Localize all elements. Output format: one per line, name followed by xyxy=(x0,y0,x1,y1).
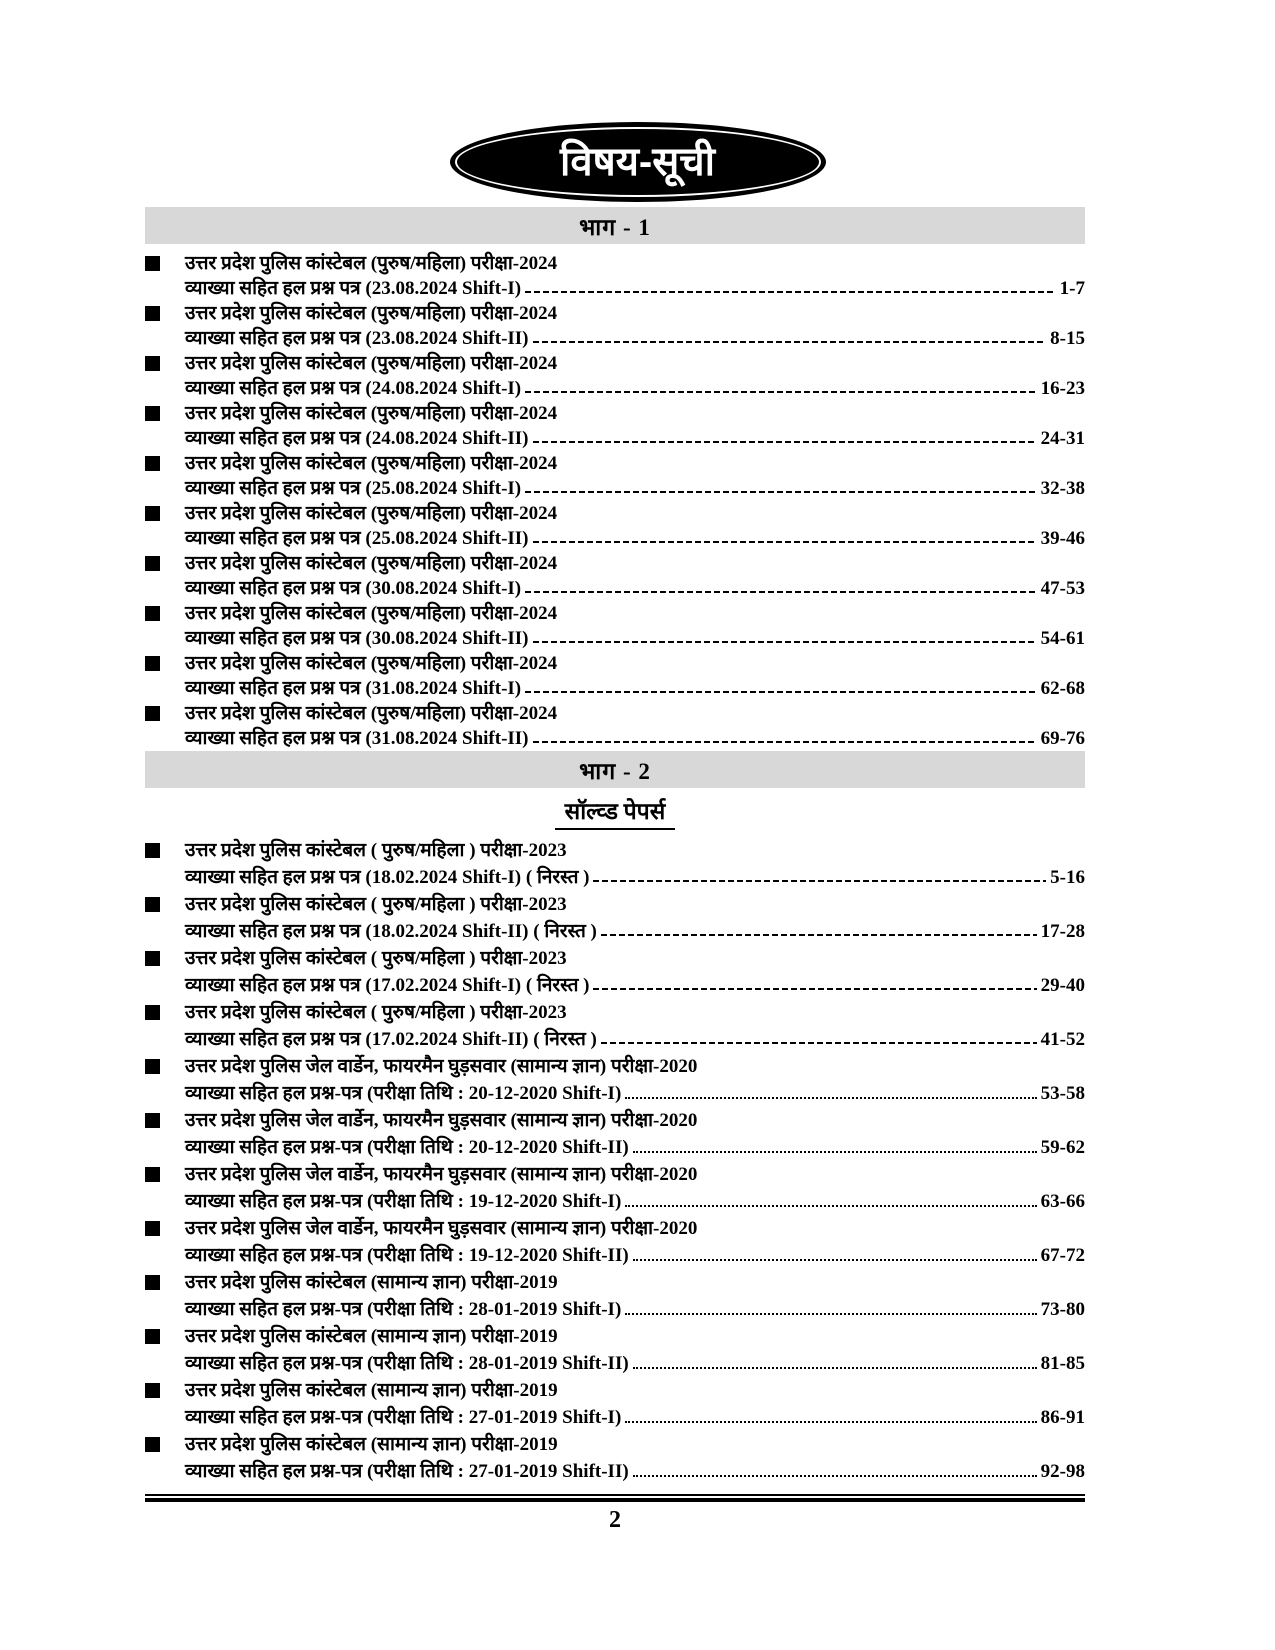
entry-title: उत्तर प्रदेश पुलिस कांस्टेबल ( पुरुष/महिला ) परीक्षा-2023 xyxy=(185,840,567,861)
toc-entry xyxy=(145,1377,1085,1431)
entry-title: उत्तर प्रदेश पुलिस जेल वार्डेन, फायरमैन घुड़सवार (सामान्य ज्ञान) परीक्षा-2020 xyxy=(185,1164,698,1185)
entry-detail: व्याख्या सहित हल प्रश्न पत्र (18.02.2024 Shift-II) ( निरस्त ) xyxy=(185,921,597,942)
entry-detail: व्याख्या सहित हल प्रश्न पत्र (31.08.2024 Shift-II) xyxy=(185,728,529,749)
entry-page-range: 86-91 xyxy=(1040,1407,1085,1428)
leader-line xyxy=(633,1354,1037,1369)
leader-line xyxy=(625,1300,1036,1315)
part2-entries xyxy=(145,837,1085,1485)
entry-detail: व्याख्या सहित हल प्रश्न पत्र (17.02.2024 Shift-II) ( निरस्त ) xyxy=(185,1029,597,1050)
entry-title: उत्तर प्रदेश पुलिस कांस्टेबल (पुरुष/महिला) परीक्षा-2024 xyxy=(185,353,558,374)
entry-detail: व्याख्या सहित हल प्रश्न पत्र (24.08.2024 Shift-I) xyxy=(185,378,522,399)
toc-entry xyxy=(145,601,1085,651)
bullet-square-icon xyxy=(145,1113,160,1128)
entry-page-range: 8-15 xyxy=(1050,328,1085,349)
entry-detail: व्याख्या सहित हल प्रश्न-पत्र (परीक्षा तिथि : 20-12-2020 Shift-I) xyxy=(185,1083,622,1104)
entry-title: उत्तर प्रदेश पुलिस कांस्टेबल (सामान्य ज्ञान) परीक्षा-2019 xyxy=(185,1272,558,1293)
entry-detail: व्याख्या सहित हल प्रश्न पत्र (17.02.2024 Shift-I) ( निरस्त ) xyxy=(185,975,590,996)
entry-title: उत्तर प्रदेश पुलिस कांस्टेबल ( पुरुष/महिला ) परीक्षा-2023 xyxy=(185,894,567,915)
bullet-square-icon xyxy=(145,306,160,321)
bullet-square-icon xyxy=(145,706,160,721)
section-label-part1: भाग - 1 xyxy=(579,214,651,240)
page-number: 2 xyxy=(609,1507,621,1533)
entry-detail: व्याख्या सहित हल प्रश्न-पत्र (परीक्षा तिथि : 19-12-2020 Shift-II) xyxy=(185,1245,629,1266)
leader-line xyxy=(533,430,1037,444)
entry-title: उत्तर प्रदेश पुलिस जेल वार्डेन, फायरमैन घुड़सवार (सामान्य ज्ञान) परीक्षा-2020 xyxy=(185,1218,698,1239)
page-title: विषय-सूची xyxy=(559,140,716,184)
entry-detail: व्याख्या सहित हल प्रश्न-पत्र (परीक्षा तिथि : 27-01-2019 Shift-II) xyxy=(185,1461,629,1482)
toc-entry xyxy=(145,1215,1085,1269)
bullet-square-icon xyxy=(145,1221,160,1236)
entry-page-range: 32-38 xyxy=(1040,478,1085,499)
bullet-square-icon xyxy=(145,843,160,858)
toc-entry xyxy=(145,1269,1085,1323)
entry-page-range: 92-98 xyxy=(1040,1461,1085,1482)
toc-entry xyxy=(145,651,1085,701)
bullet-square-icon xyxy=(145,1437,160,1452)
bullet-square-icon xyxy=(145,1059,160,1074)
entry-page-range: 47-53 xyxy=(1040,578,1085,599)
leader-line xyxy=(633,1138,1037,1153)
entry-page-range: 24-31 xyxy=(1040,428,1085,449)
entry-detail: व्याख्या सहित हल प्रश्न पत्र (23.08.2024 Shift-II) xyxy=(185,328,529,349)
entry-title: उत्तर प्रदेश पुलिस कांस्टेबल (पुरुष/महिला) परीक्षा-2024 xyxy=(185,303,558,324)
bullet-square-icon xyxy=(145,406,160,421)
toc-entry xyxy=(145,451,1085,501)
leader-line xyxy=(525,380,1037,394)
entry-page-range: 69-76 xyxy=(1040,728,1085,749)
bullet-square-icon xyxy=(145,456,160,471)
entry-title: उत्तर प्रदेश पुलिस कांस्टेबल (पुरुष/महिला) परीक्षा-2024 xyxy=(185,503,558,524)
entry-title: उत्तर प्रदेश पुलिस कांस्टेबल (पुरुष/महिला) परीक्षा-2024 xyxy=(185,603,558,624)
leader-line xyxy=(533,330,1047,344)
entry-title: उत्तर प्रदेश पुलिस जेल वार्डेन, फायरमैन घुड़सवार (सामान्य ज्ञान) परीक्षा-2020 xyxy=(185,1056,698,1077)
section-bar-part1 xyxy=(145,207,1085,244)
leader-line xyxy=(525,280,1056,294)
entry-title: उत्तर प्रदेश पुलिस जेल वार्डेन, फायरमैन घुड़सवार (सामान्य ज्ञान) परीक्षा-2020 xyxy=(185,1110,698,1131)
entry-page-range: 59-62 xyxy=(1040,1137,1085,1158)
leader-line xyxy=(633,1246,1037,1261)
entry-detail: व्याख्या सहित हल प्रश्न-पत्र (परीक्षा तिथि : 27-01-2019 Shift-I) xyxy=(185,1407,622,1428)
entry-page-range: 67-72 xyxy=(1040,1245,1085,1266)
entry-title: उत्तर प्रदेश पुलिस कांस्टेबल (सामान्य ज्ञान) परीक्षा-2019 xyxy=(185,1434,558,1455)
toc-entry xyxy=(145,891,1085,945)
leader-line xyxy=(525,680,1037,694)
entry-page-range: 29-40 xyxy=(1040,975,1085,996)
entry-title: उत्तर प्रदेश पुलिस कांस्टेबल (पुरुष/महिला) परीक्षा-2024 xyxy=(185,253,558,274)
leader-line xyxy=(593,977,1036,991)
bullet-square-icon xyxy=(145,556,160,571)
entry-detail: व्याख्या सहित हल प्रश्न पत्र (23.08.2024 Shift-I) xyxy=(185,278,522,299)
toc-entry xyxy=(145,1053,1085,1107)
entry-page-range: 41-52 xyxy=(1040,1029,1085,1050)
toc-entry xyxy=(145,251,1085,301)
bullet-square-icon xyxy=(145,1167,160,1182)
leader-line xyxy=(533,730,1037,744)
entry-title: उत्तर प्रदेश पुलिस कांस्टेबल ( पुरुष/महिला ) परीक्षा-2023 xyxy=(185,1002,567,1023)
entry-page-range: 73-80 xyxy=(1040,1299,1085,1320)
entry-title: उत्तर प्रदेश पुलिस कांस्टेबल ( पुरुष/महिला ) परीक्षा-2023 xyxy=(185,948,567,969)
footer-rule-thin xyxy=(145,1494,1085,1496)
entry-detail: व्याख्या सहित हल प्रश्न पत्र (18.02.2024 Shift-I) ( निरस्त ) xyxy=(185,867,590,888)
leader-line xyxy=(533,530,1037,544)
entry-detail: व्याख्या सहित हल प्रश्न पत्र (25.08.2024 Shift-II) xyxy=(185,528,529,549)
bullet-square-icon xyxy=(145,656,160,671)
leader-line xyxy=(525,480,1037,494)
toc-entry xyxy=(145,401,1085,451)
entry-page-range: 1-7 xyxy=(1059,278,1085,299)
entry-title: उत्तर प्रदेश पुलिस कांस्टेबल (पुरुष/महिला) परीक्षा-2024 xyxy=(185,653,558,674)
entry-page-range: 5-16 xyxy=(1050,867,1085,888)
bullet-square-icon xyxy=(145,951,160,966)
section-label-part2: भाग - 2 xyxy=(579,758,651,784)
leader-line xyxy=(601,1031,1037,1045)
entry-page-range: 17-28 xyxy=(1040,921,1085,942)
entry-page-range: 81-85 xyxy=(1040,1353,1085,1374)
bullet-square-icon xyxy=(145,1329,160,1344)
entry-detail: व्याख्या सहित हल प्रश्न पत्र (25.08.2024 Shift-I) xyxy=(185,478,522,499)
entry-title: उत्तर प्रदेश पुलिस कांस्टेबल (पुरुष/महिला) परीक्षा-2024 xyxy=(185,403,558,424)
part1-entries xyxy=(145,251,1085,751)
leader-line xyxy=(633,1462,1037,1477)
toc-entry xyxy=(145,1431,1085,1485)
toc-entry xyxy=(145,501,1085,551)
leader-line xyxy=(593,869,1046,883)
leader-line xyxy=(625,1084,1036,1099)
bullet-square-icon xyxy=(145,356,160,371)
entry-page-range: 54-61 xyxy=(1040,628,1085,649)
section-bar-part2 xyxy=(145,751,1085,788)
entry-page-range: 63-66 xyxy=(1040,1191,1085,1212)
toc-entry xyxy=(145,351,1085,401)
toc-entry xyxy=(145,1323,1085,1377)
entry-page-range: 16-23 xyxy=(1040,378,1085,399)
toc-entry xyxy=(145,837,1085,891)
toc-entry xyxy=(145,1107,1085,1161)
entry-title: उत्तर प्रदेश पुलिस कांस्टेबल (पुरुष/महिला) परीक्षा-2024 xyxy=(185,453,558,474)
bullet-square-icon xyxy=(145,1383,160,1398)
toc-header-ellipse xyxy=(450,122,826,202)
toc-entry xyxy=(145,1161,1085,1215)
leader-line xyxy=(601,923,1037,937)
footer-rule-thick xyxy=(145,1498,1085,1502)
entry-detail: व्याख्या सहित हल प्रश्न-पत्र (परीक्षा तिथि : 20-12-2020 Shift-II) xyxy=(185,1137,629,1158)
solved-papers-subtitle: सॉल्व्ड पेपर्स xyxy=(555,794,676,830)
entry-detail: व्याख्या सहित हल प्रश्न पत्र (24.08.2024 Shift-II) xyxy=(185,428,529,449)
bullet-square-icon xyxy=(145,897,160,912)
entry-page-range: 39-46 xyxy=(1040,528,1085,549)
leader-line xyxy=(625,1192,1036,1207)
toc-entry xyxy=(145,701,1085,751)
entry-detail: व्याख्या सहित हल प्रश्न पत्र (30.08.2024 Shift-II) xyxy=(185,628,529,649)
bullet-square-icon xyxy=(145,1005,160,1020)
bullet-square-icon xyxy=(145,506,160,521)
leader-line xyxy=(533,630,1037,644)
bullet-square-icon xyxy=(145,256,160,271)
entry-detail: व्याख्या सहित हल प्रश्न-पत्र (परीक्षा तिथि : 28-01-2019 Shift-I) xyxy=(185,1299,622,1320)
entry-page-range: 53-58 xyxy=(1040,1083,1085,1104)
toc-entry xyxy=(145,999,1085,1053)
entry-detail: व्याख्या सहित हल प्रश्न पत्र (30.08.2024 Shift-I) xyxy=(185,578,522,599)
bullet-square-icon xyxy=(145,606,160,621)
entry-title: उत्तर प्रदेश पुलिस कांस्टेबल (सामान्य ज्ञान) परीक्षा-2019 xyxy=(185,1380,558,1401)
toc-entry xyxy=(145,551,1085,601)
entry-detail: व्याख्या सहित हल प्रश्न-पत्र (परीक्षा तिथि : 19-12-2020 Shift-I) xyxy=(185,1191,622,1212)
leader-line xyxy=(625,1408,1036,1423)
toc-entry xyxy=(145,301,1085,351)
leader-line xyxy=(525,580,1037,594)
entry-title: उत्तर प्रदेश पुलिस कांस्टेबल (सामान्य ज्ञान) परीक्षा-2019 xyxy=(185,1326,558,1347)
entry-detail: व्याख्या सहित हल प्रश्न पत्र (31.08.2024 Shift-I) xyxy=(185,678,522,699)
entry-page-range: 62-68 xyxy=(1040,678,1085,699)
entry-title: उत्तर प्रदेश पुलिस कांस्टेबल (पुरुष/महिला) परीक्षा-2024 xyxy=(185,703,558,724)
bullet-square-icon xyxy=(145,1275,160,1290)
entry-detail: व्याख्या सहित हल प्रश्न-पत्र (परीक्षा तिथि : 28-01-2019 Shift-II) xyxy=(185,1353,629,1374)
entry-title: उत्तर प्रदेश पुलिस कांस्टेबल (पुरुष/महिला) परीक्षा-2024 xyxy=(185,553,558,574)
toc-entry xyxy=(145,945,1085,999)
